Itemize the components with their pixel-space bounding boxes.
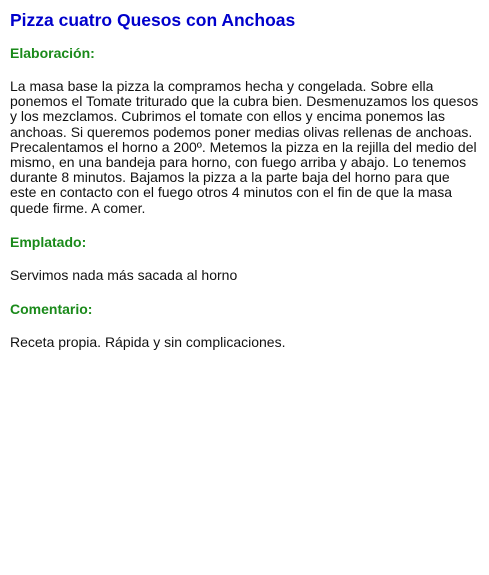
recipe-title: Pizza cuatro Quesos con Anchoas bbox=[10, 10, 296, 30]
section-text-comentario: Receta propia. Rápida y sin complicaciones. bbox=[10, 334, 286, 351]
section-heading-elaboracion: Elaboración: bbox=[10, 45, 95, 61]
section-text-emplatado: Servimos nada más sacada al horno bbox=[10, 266, 238, 283]
section-heading-emplatado: Emplatado: bbox=[10, 233, 87, 250]
section-text-elaboracion: La masa base la pizza la compramos hecha y congelada. Sobre ella ponemos el Tomate triturado que la cubra bien. Desmenuzamos los quesos y los mezclamos. Cubrimos el tomate con ellos y encima ponemos las anchoas. Si queremos podemos poner medias olivas rellenas de anchoas. Precalentamos el horno a 200º. Metemos la pizza en la rejilla del medio del mismo, en una bandeja para horno, con fuego arriba y abajo. Lo tenemos durante 8 minutos. Bajamos la pizza a la parte baja del horno para que este en contacto con el fuego otros 4 minutos con el fin de que la masa quede firme. A comer. bbox=[10, 78, 479, 216]
section-emplatado bbox=[10, 233, 479, 283]
section-comentario bbox=[10, 300, 479, 350]
section-elaboracion bbox=[10, 44, 479, 216]
section-heading-comentario: Comentario: bbox=[10, 301, 93, 318]
